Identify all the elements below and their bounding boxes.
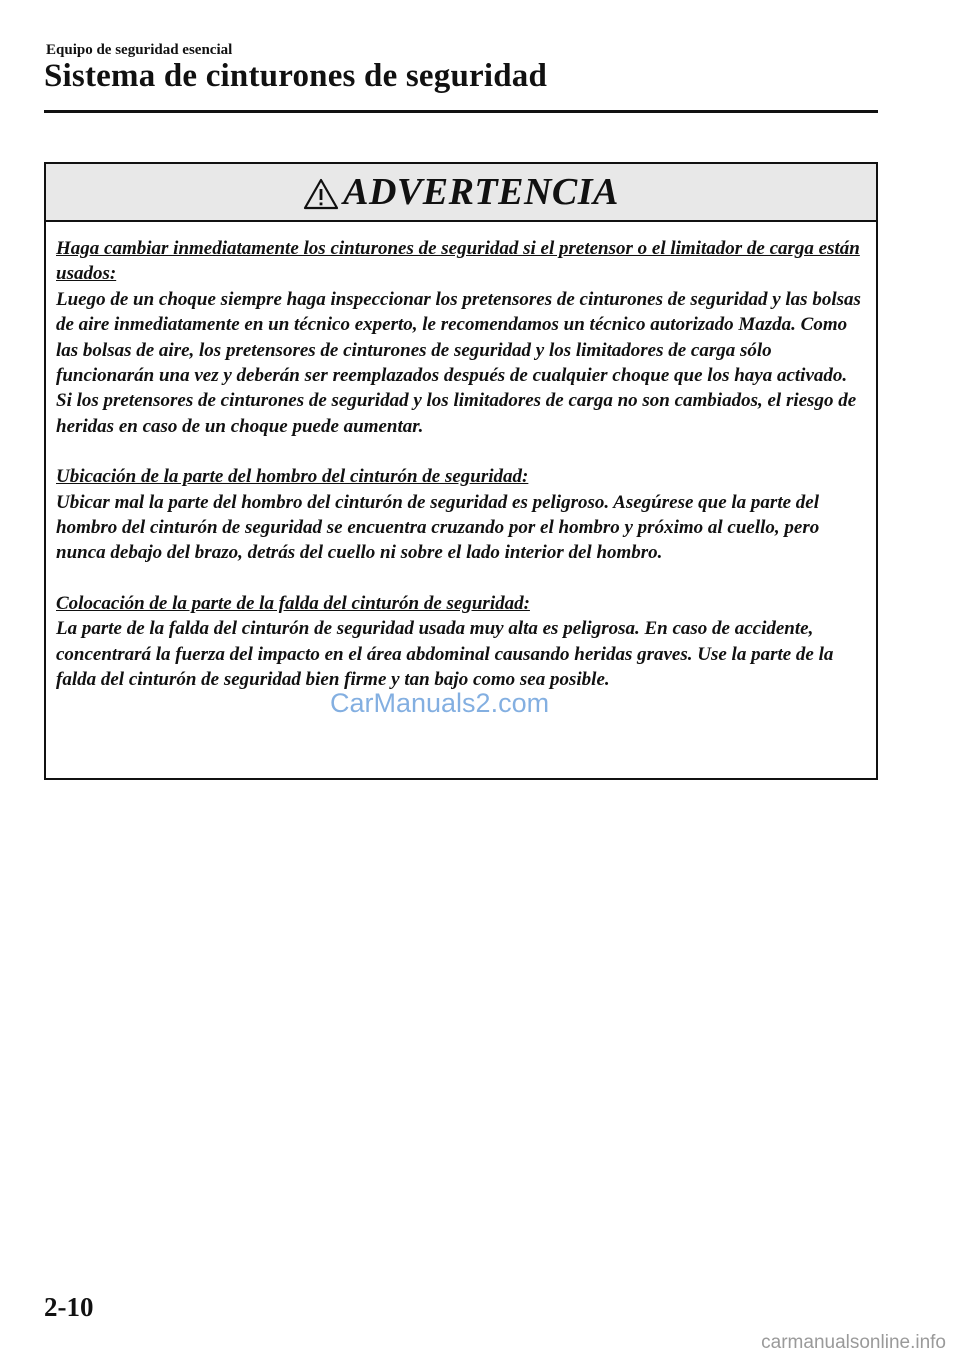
- page-title: Sistema de cinturones de seguridad: [44, 58, 548, 94]
- warning-item-heading: Colocación de la parte de la falda del cinturón de seguridad:: [56, 592, 530, 614]
- warning-header: [46, 164, 876, 222]
- title-divider: [44, 110, 878, 113]
- warning-item-text: La parte de la falda del cinturón de seguridad usada muy alta es peligrosa. En caso de accidente, concentrará la fuerza del impacto en el área abdominal causando heridas graves. Use la parte de la falda del cinturón de seguridad bien firme y tan bajo como sea posible.: [56, 618, 834, 691]
- warning-item-heading: Ubicación de la parte del hombro del cinturón de seguridad:: [56, 466, 529, 488]
- warning-item-heading: Haga cambiar inmediatamente los cinturones de seguridad si el pretensor o el limitador de carga están usados:: [56, 238, 860, 285]
- warning-triangle-icon: [303, 178, 339, 210]
- warning-item-shoulder-belt: [56, 464, 866, 566]
- warning-item-lap-belt: [56, 591, 866, 693]
- warning-item-text: Ubicar mal la parte del hombro del cinturón de seguridad es peligroso. Asegúrese que la parte del hombro del cinturón de seguridad se encuentra cruzando por el hombro y próximo al cuello, pero nunca debajo del brazo, detrás del cuello ni sobre el lado interior del hombro.: [56, 491, 820, 564]
- warning-item-text: Luego de un choque siempre haga inspeccionar los pretensores de cinturones de seguridad y las bolsas de aire inmediatamente en un técnico experto, le recomendamos un técnico autorizado Mazda. Como las bolsas de aire, los pretensores de cinturones de seguridad y los limitadores de carga sólo funcionarán una vez y deberán ser reemplazados después de cualquier choque que los haya activado. Si los pretensores de cinturones de seguridad y los limitadores de carga no son cambiados, el riesgo de heridas en caso de un choque puede aumentar.: [56, 288, 861, 437]
- warning-item-pretensor: [56, 236, 866, 439]
- watermark-footer: carmanualsonline.info: [761, 1332, 946, 1353]
- page-number: 2-10: [44, 1292, 94, 1322]
- section-label: Equipo de seguridad esencial: [46, 42, 233, 58]
- warning-body: [46, 222, 876, 693]
- watermark-middle: CarManuals2.com: [330, 688, 550, 718]
- warning-title: ADVERTENCIA: [343, 171, 619, 213]
